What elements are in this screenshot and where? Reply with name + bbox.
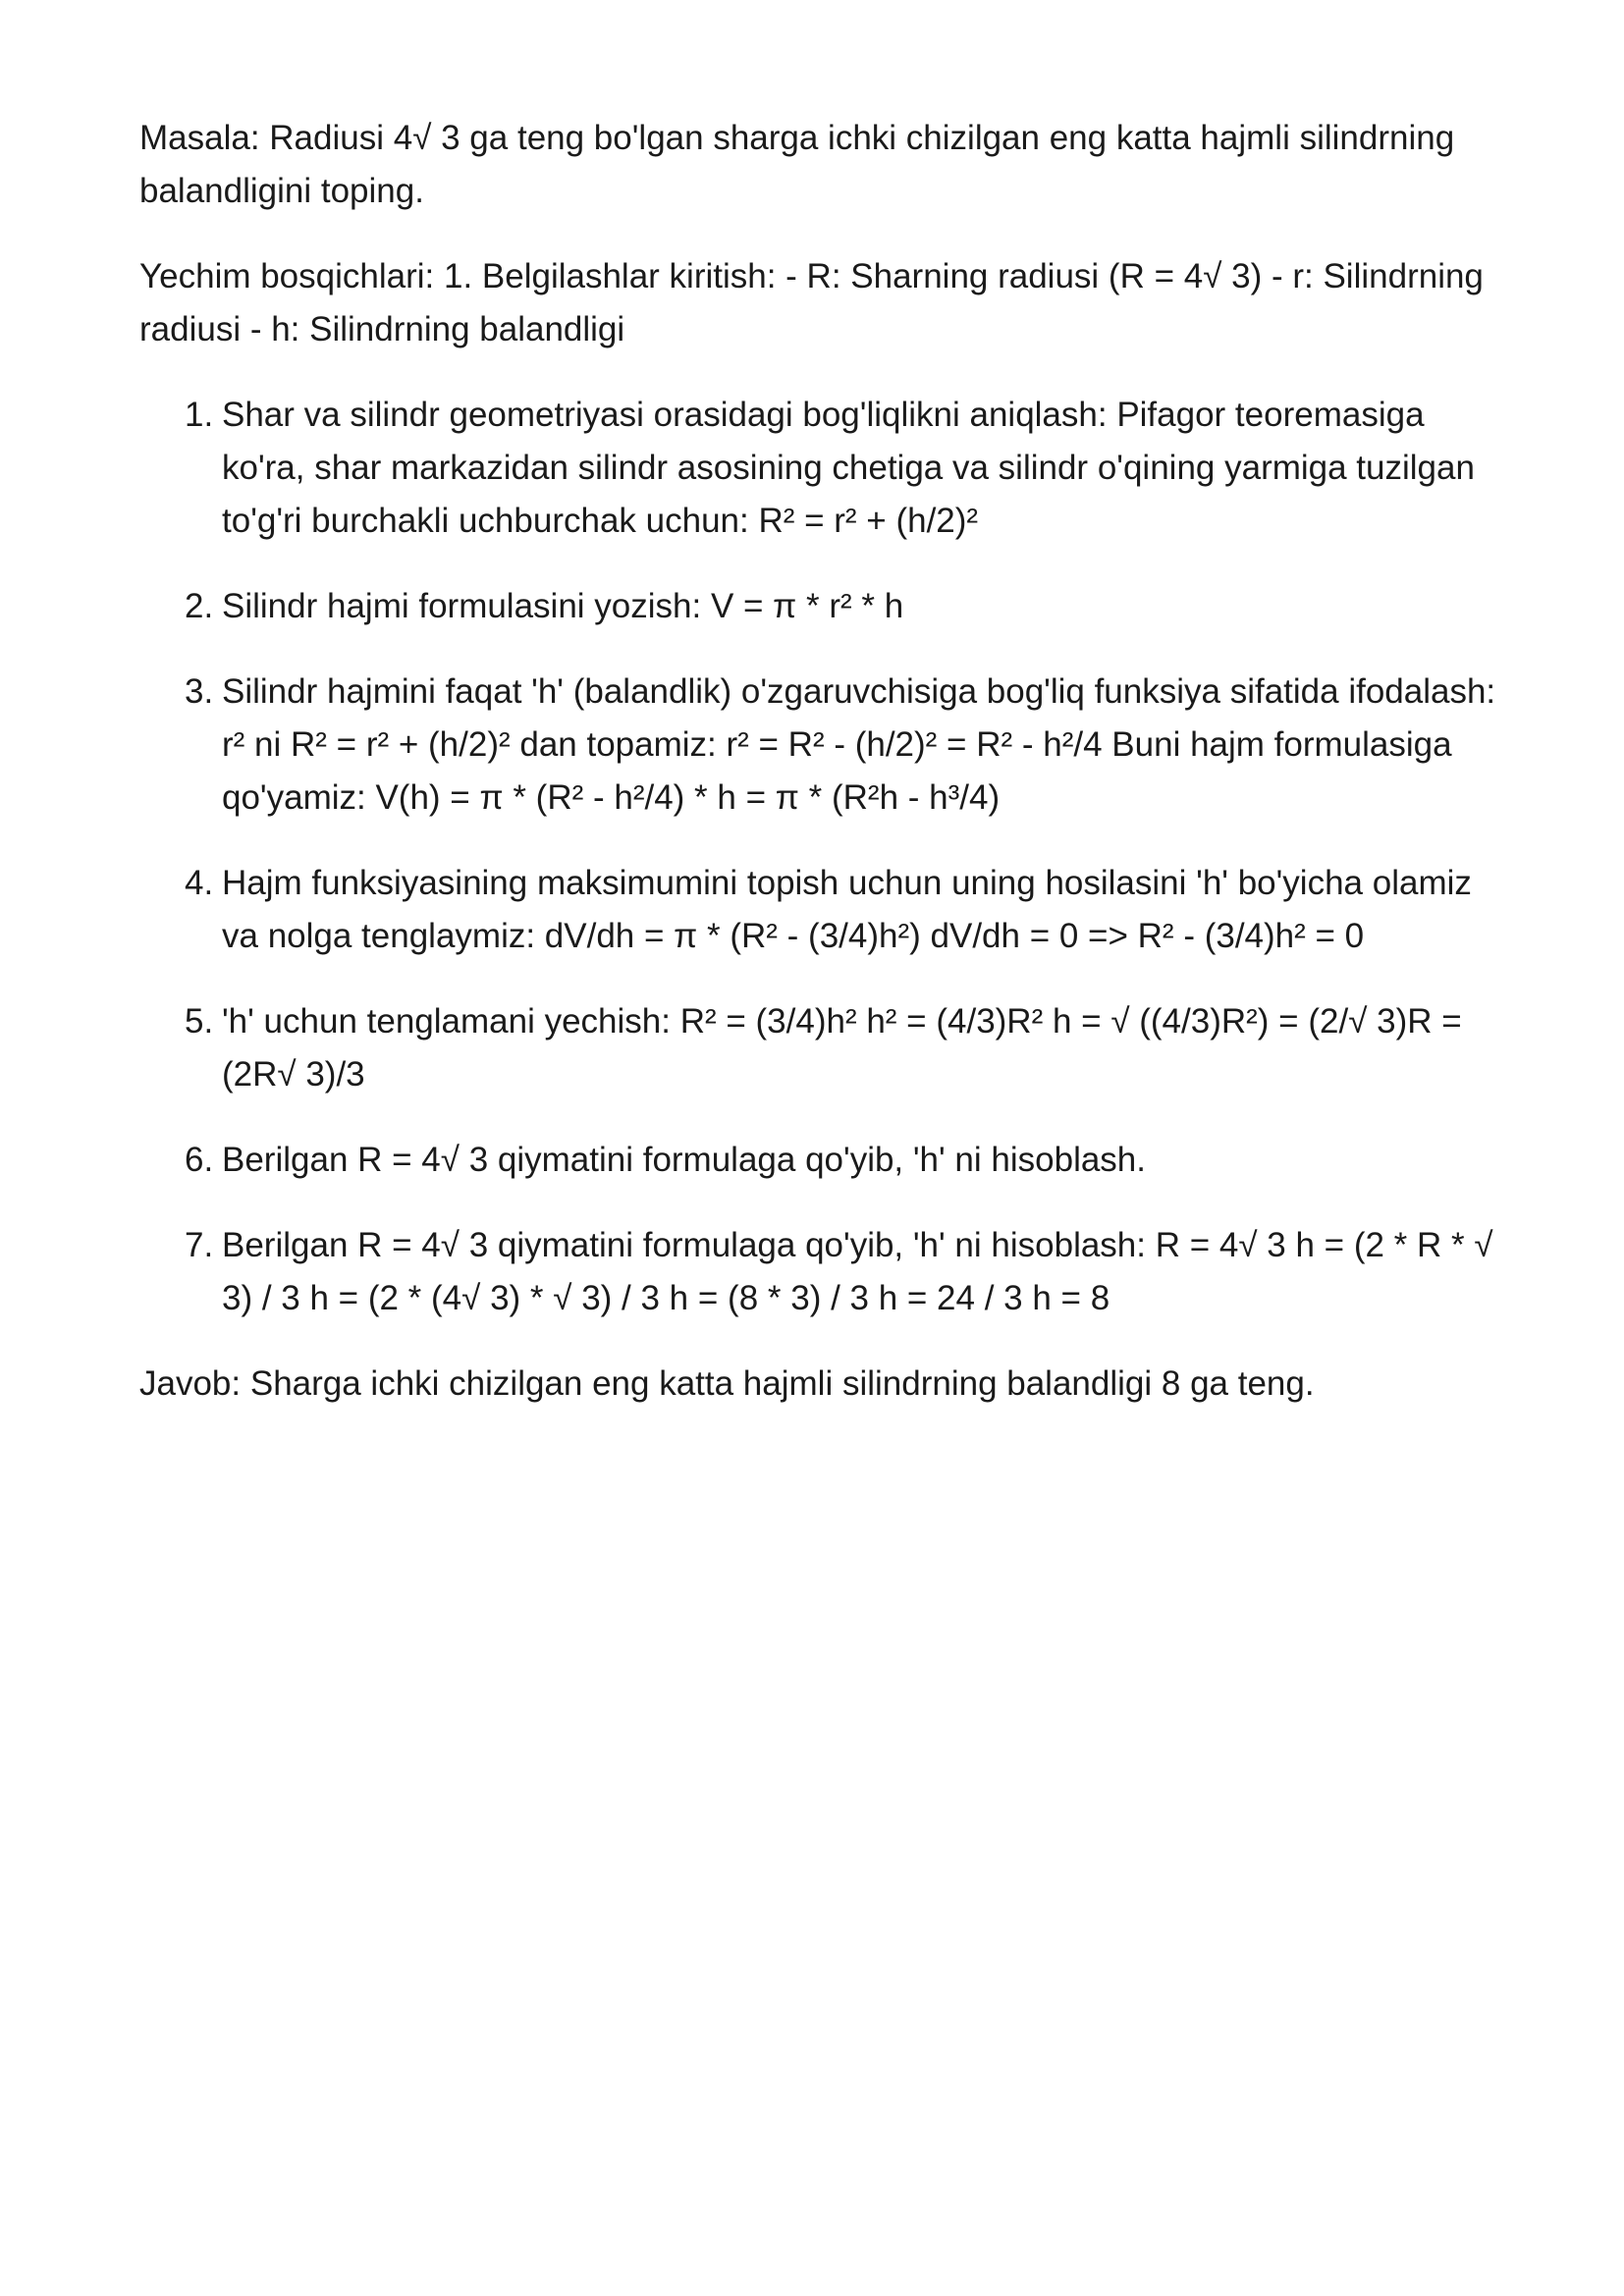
answer-statement: Javob: Sharga ichki chizilgan eng katta hajmli silindrning balandligi 8 ga teng. — [139, 1364, 1315, 1403]
step-number: 3. — [185, 672, 214, 711]
step-item — [139, 1134, 1514, 1187]
step-number: 6. — [185, 1141, 214, 1179]
step-item — [139, 1219, 1514, 1325]
solution-steps-list — [139, 389, 1514, 1325]
step-text: Silindr hajmi formulasini yozish: V = π * r² * h — [222, 587, 904, 625]
step-number: 4. — [185, 864, 214, 902]
step-text: Silindr hajmini faqat 'h' (balandlik) o'zgaruvchisiga bog'liq funksiya sifatida ifodalash: r² ni R² = r² + (h/2)² dan topamiz: r² = R² - (h/2)² = R² - h²/4 Buni hajm formulasiga qo'yamiz: V(h) = π * (R² - h²/4) * h = π * (R²h - h³/4) — [222, 672, 1496, 817]
step-text: 'h' uchun tenglamani yechish: R² = (3/4)h² h² = (4/3)R² h = √ ((4/3)R²) = (2/√ 3)R = (2R√ 3)/3 — [222, 1002, 1462, 1094]
step-item — [139, 666, 1514, 825]
solution-intro: Yechim bosqichlari: 1. Belgilashlar kiritish: - R: Sharning radiusi (R = 4√ 3) - r: Silindrning radiusi - h: Silindrning balandligi — [139, 257, 1484, 348]
step-item — [139, 580, 1514, 633]
step-item — [139, 389, 1514, 548]
step-text: Shar va silindr geometriyasi orasidagi bog'liqlikni aniqlash: Pifagor teoremasiga ko'ra, shar markazidan silindr asosining chetiga va silindr o'qining yarmiga tuzilgan to'g'ri burchakli uchburchak uchun: R² = r² + (h/2)² — [222, 396, 1475, 540]
problem-statement: Masala: Radiusi 4√ 3 ga teng bo'lgan sharga ichki chizilgan eng katta hajmli silindrning balandligini toping. — [139, 119, 1455, 210]
step-number: 1. — [185, 396, 214, 434]
step-number: 7. — [185, 1226, 214, 1264]
step-text: Hajm funksiyasining maksimumini topish uchun uning hosilasini 'h' bo'yicha olamiz va nolga tenglaymiz: dV/dh = π * (R² - (3/4)h²) dV/dh = 0 => R² - (3/4)h² = 0 — [222, 864, 1472, 955]
step-text: Berilgan R = 4√ 3 qiymatini formulaga qo'yib, 'h' ni hisoblash. — [222, 1141, 1147, 1179]
step-item — [139, 995, 1514, 1101]
document-page — [139, 112, 1514, 1443]
step-text: Berilgan R = 4√ 3 qiymatini formulaga qo'yib, 'h' ni hisoblash: R = 4√ 3 h = (2 * R * √ 3) / 3 h = (2 * (4√ 3) * √ 3) / 3 h = (8 * 3) / 3 h = 24 / 3 h = 8 — [222, 1226, 1493, 1317]
step-number: 5. — [185, 1002, 214, 1041]
step-item — [139, 857, 1514, 963]
step-number: 2. — [185, 587, 214, 625]
